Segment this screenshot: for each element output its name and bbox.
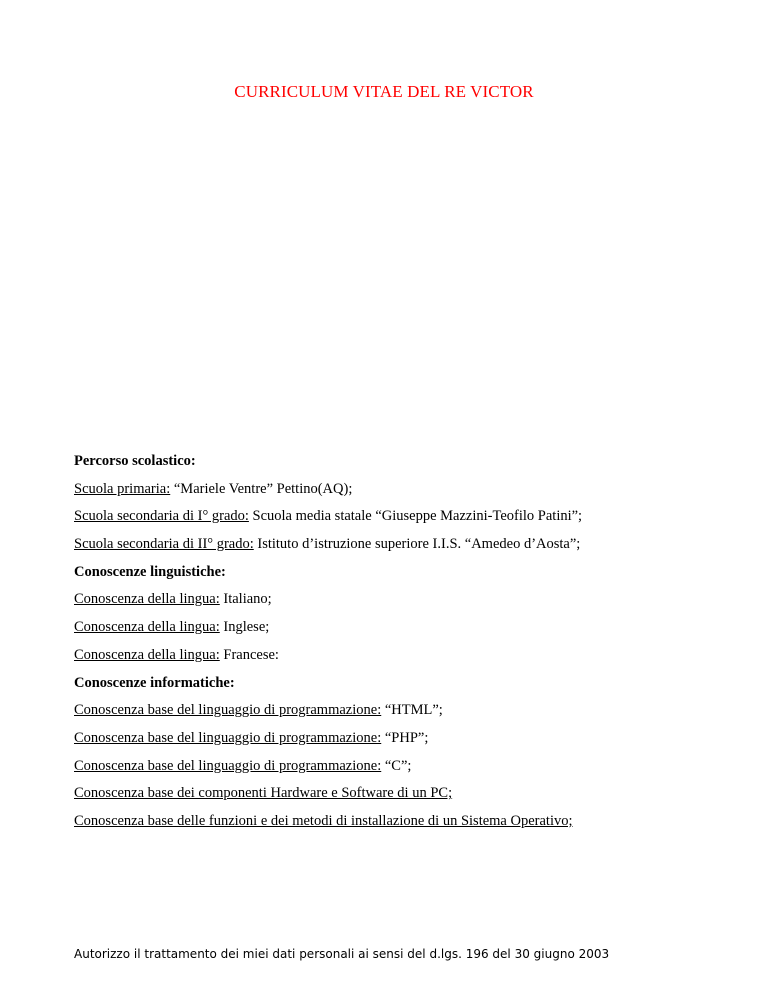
privacy-footer: Autorizzo il trattamento dei miei dati personali ai sensi del d.lgs. 196 del 30 giugno 2003 (74, 947, 610, 961)
computer-item-label: Conoscenza base del linguaggio di programmazione: (74, 702, 382, 719)
computer-item-php (74, 729, 714, 747)
school-heading: Percorso scolastico: (74, 453, 196, 469)
school-item-label: Scuola primaria: (74, 480, 171, 497)
school-item-value: Istituto d’istruzione superiore I.I.S. “Amedeo d’Aosta”; (253, 536, 581, 553)
computer-item-value: “HTML”; (381, 702, 443, 719)
computer-item-label: Conoscenza base del linguaggio di programmazione: (74, 757, 382, 774)
language-item-value: Italiano; (219, 591, 272, 608)
school-item-secondary-first (74, 507, 714, 525)
school-item-value: Scuola media statale “Giuseppe Mazzini-Teofilo Patini”; (248, 508, 583, 525)
language-item-french (74, 646, 714, 664)
languages-heading: Conoscenze linguistiche: (74, 563, 226, 580)
computer-item-hardware-software: Conoscenza base dei componenti Hardware e Software di un PC; (74, 785, 453, 802)
language-item-label: Conoscenza della lingua: (74, 591, 220, 608)
language-item-label: Conoscenza della lingua: (74, 619, 220, 636)
computer-item-label: Conoscenza base del linguaggio di programmazione: (74, 729, 382, 746)
school-item-secondary-second (74, 535, 714, 553)
school-item-label: Scuola secondaria di II° grado: (74, 536, 254, 553)
computer-item-value: “C”; (381, 757, 412, 774)
language-item-italian (74, 590, 714, 608)
cv-content (74, 452, 714, 840)
computer-item-value: “PHP”; (381, 729, 429, 746)
document-title: CURRICULUM VITAE DEL RE VICTOR (234, 82, 534, 101)
computer-heading: Conoscenze informatiche: (74, 674, 235, 691)
language-item-value: Inglese; (219, 619, 270, 636)
computer-item-html (74, 701, 714, 719)
language-item-value: Francese: (219, 646, 279, 663)
language-item-label: Conoscenza della lingua: (74, 646, 220, 663)
school-item-label: Scuola secondaria di I° grado: (74, 508, 249, 525)
computer-item-operating-system: Conoscenza base delle funzioni e dei metodi di installazione di un Sistema Operativo; (74, 812, 573, 829)
school-item-primary (74, 480, 714, 498)
language-item-english (74, 618, 714, 636)
school-item-value: “Mariele Ventre” Pettino(AQ); (170, 480, 353, 497)
computer-item-c (74, 757, 714, 775)
